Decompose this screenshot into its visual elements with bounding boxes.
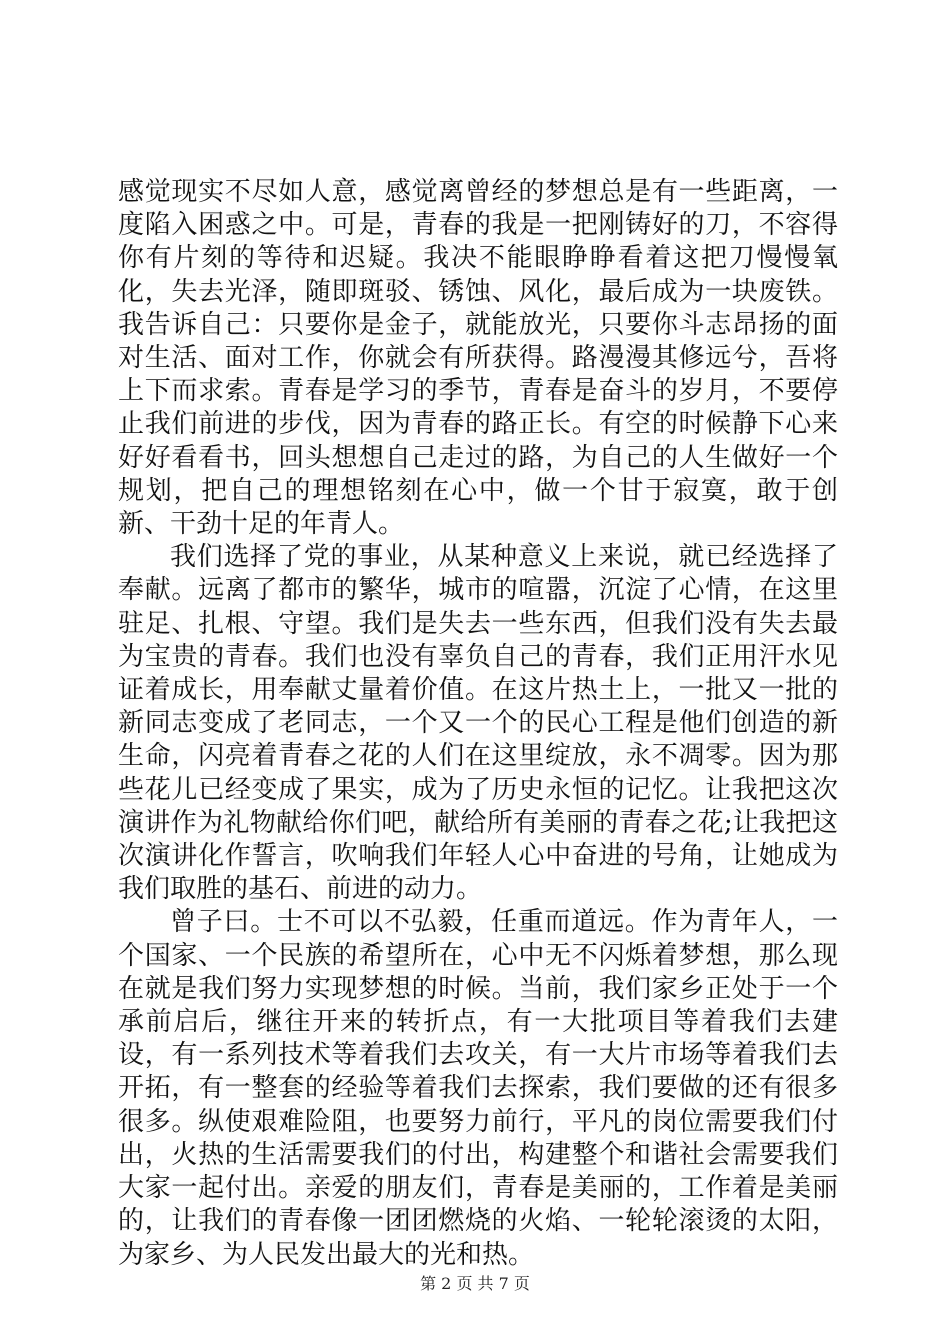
paragraph-3: 曾子曰。士不可以不弘毅，任重而道远。作为青年人，一个国家、一个民族的希望所在，心中无不闪烁着梦想，那么现在就是我们努力实现梦想的时候。当前，我们家乡正处于一个承前启后，继往开来的转折点，有一大批项目等着我们去建设，有一系列技术等着我们去攻关，有一大片市场等着我们去开拓，有一整套的经验等着我们去探索，我们要做的还有很多很多。纵使艰难险阻，也要努力前行，平凡的岗位需要我们付出，火热的生活需要我们的付出，构建整个和谐社会需要我们大家一起付出。亲爱的朋友们，青春是美丽的，工作着是美丽的，让我们的青春像一团团燃烧的火焰、一轮轮滚烫的太阳，为家乡、为人民发出最大的光和热。 — [118, 907, 838, 1270]
document-body — [118, 176, 838, 1272]
paragraph-2: 我们选择了党的事业，从某种意义上来说，就已经选择了奉献。远离了都市的繁华，城市的喧嚣，沉淀了心情，在这里驻足、扎根、守望。我们是失去一些东西，但我们没有失去最为宝贵的青春。我们也没有辜负自己的青春，我们正用汗水见证着成长，用奉献丈量着价值。在这片热土上，一批又一批的新同志变成了老同志，一个又一个的民心工程是他们创造的新生命，闪亮着青春之花的人们在这里绽放，永不凋零。因为那些花儿已经变成了果实，成为了历史永恒的记忆。让我把这次演讲作为礼物献给你们吧，献给所有美丽的青春之花;让我把这次演讲化作誓言，吹响我们年轻人心中奋进的号角，让她成为我们取胜的基石、前进的动力。 — [118, 542, 838, 905]
paragraph-1: 感觉现实不尽如人意，感觉离曾经的梦想总是有一些距离，一度陷入困惑之中。可是，青春的我是一把刚铸好的刀，不容得你有片刻的等待和迟疑。我决不能眼睁睁看着这把刀慢慢氧化，失去光泽，随即斑驳、锈蚀、风化，最后成为一块废铁。我告诉自己：只要你是金子，就能放光，只要你斗志昂扬的面对生活、面对工作，你就会有所获得。路漫漫其修远兮，吾将上下而求索。青春是学习的季节，青春是奋斗的岁月，不要停止我们前进的步伐，因为青春的路正长。有空的时候静下心来好好看看书，回头想想自己走过的路，为自己的人生做好一个规划，把自己的理想铭刻在心中，做一个甘于寂寞，敢于创新、干劲十足的年青人。 — [118, 177, 838, 540]
page-number-footer: 第 2 页 共 7 页 — [420, 1274, 530, 1293]
